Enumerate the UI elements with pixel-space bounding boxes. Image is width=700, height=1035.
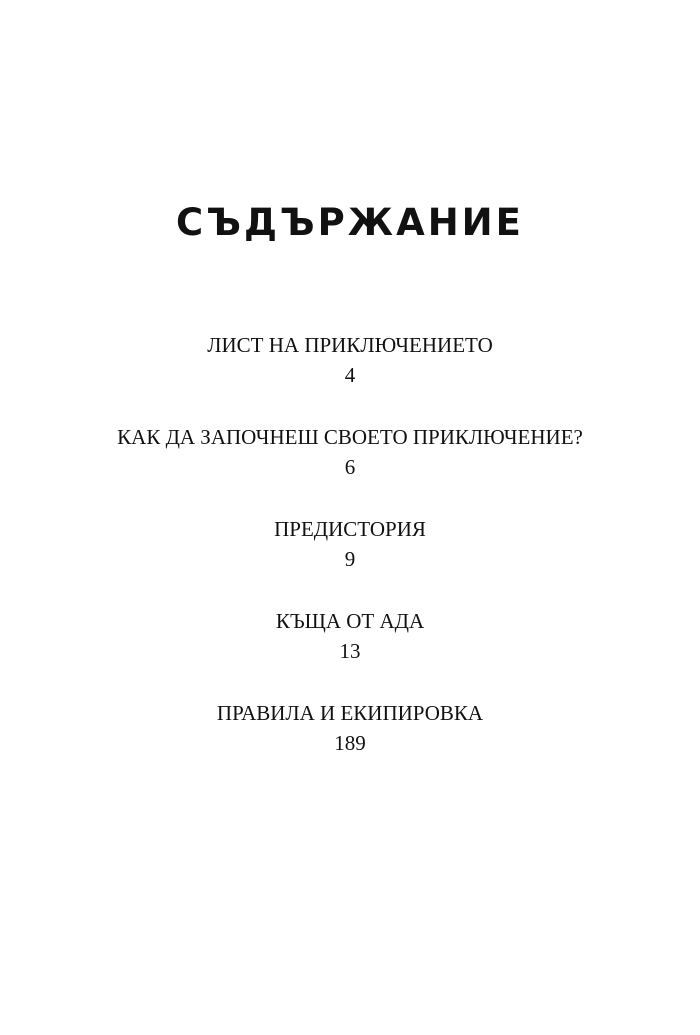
page-title: СЪДЪРЖАНИЕ <box>176 201 524 244</box>
toc-entry <box>0 698 700 790</box>
toc-entry-page-number: 9 <box>344 547 356 571</box>
toc-entry-title[interactable]: ПРЕДИСТОРИЯ <box>274 517 426 541</box>
toc-entry <box>0 330 700 422</box>
toc-entry <box>0 606 700 698</box>
toc-entry <box>0 422 700 514</box>
toc-entry-page-number: 13 <box>339 639 361 663</box>
toc-entry-title[interactable]: ПРАВИЛА И ЕКИПИРОВКА <box>216 701 484 725</box>
toc-entry <box>0 514 700 606</box>
toc-entry-title[interactable]: КАК ДА ЗАПОЧНЕШ СВОЕТО ПРИКЛЮЧЕНИЕ? <box>117 425 583 449</box>
toc-entry-page-number: 4 <box>344 363 356 387</box>
toc-entry-title[interactable]: ЛИСТ НА ПРИКЛЮЧЕНИЕТО <box>207 333 493 357</box>
table-of-contents <box>0 330 700 790</box>
toc-entry-page-number: 6 <box>344 455 356 479</box>
toc-entry-title[interactable]: КЪЩА ОТ АДА <box>275 609 425 633</box>
toc-entry-page-number: 189 <box>334 731 366 755</box>
